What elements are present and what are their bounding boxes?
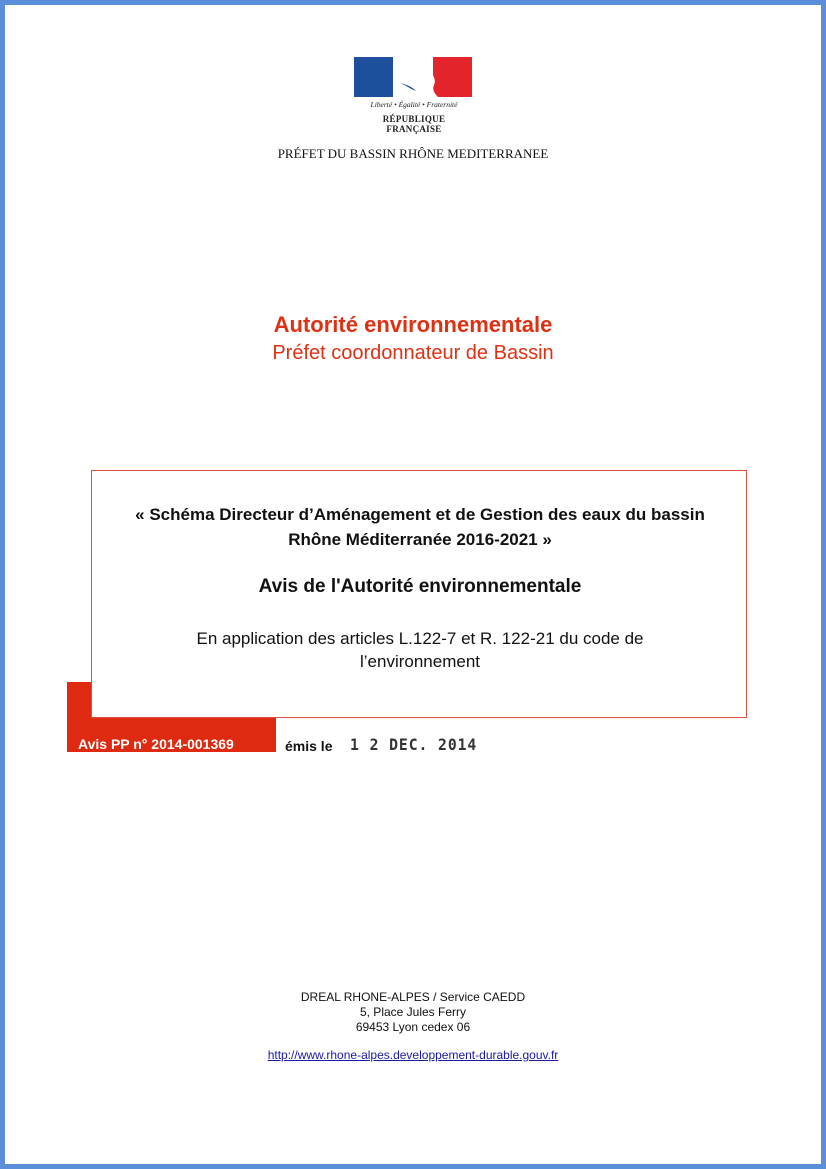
republic-text: RÉPUBLIQUE FRANÇAISE	[382, 114, 446, 134]
tricolor-flag-icon	[354, 57, 472, 97]
application-text	[92, 627, 748, 673]
title-box	[91, 470, 747, 718]
emis-label: émis le	[285, 738, 333, 754]
footer-city: 69453 Lyon cedex 06	[355, 1020, 471, 1034]
website-link[interactable]: http://www.rhone-alpes.developpement-durable.gouv.fr	[267, 1048, 559, 1062]
footer	[0, 990, 826, 1063]
prefet-heading: PRÉFET DU BASSIN RHÔNE MEDITERRANEE	[277, 146, 549, 161]
application-line2: l’environnement	[359, 652, 480, 671]
date-stamp: 1 2 DEC. 2014	[350, 735, 478, 754]
document-title	[92, 502, 748, 552]
motto-text: Liberté • Égalité • Fraternité	[370, 100, 458, 109]
authority-title: Autorité environnementale	[273, 312, 553, 337]
avis-number: Avis PP n° 2014-001369	[78, 736, 234, 752]
authority-subtitle: Préfet coordonnateur de Bassin	[272, 342, 554, 364]
avis-heading: Avis de l'Autorité environnementale	[258, 576, 582, 597]
marianne-logo	[354, 57, 474, 134]
footer-org: DREAL RHONE-ALPES / Service CAEDD	[300, 990, 526, 1004]
document-title-line2: Rhône Méditerranée 2016-2021 »	[288, 530, 552, 549]
footer-street: 5, Place Jules Ferry	[359, 1005, 467, 1019]
document-title-line1: « Schéma Directeur d’Aménagement et de Gestion des eaux du bassin	[135, 505, 705, 524]
application-line1: En application des articles L.122-7 et R. 122-21 du code de	[196, 629, 644, 648]
